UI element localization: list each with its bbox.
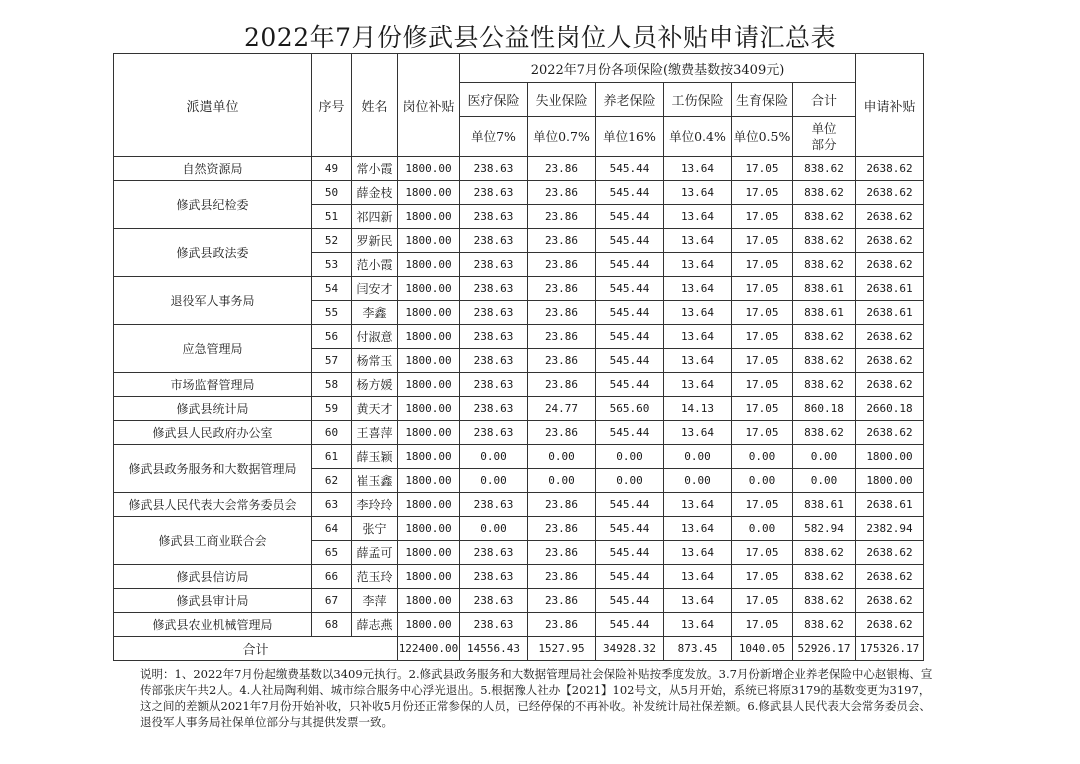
post-cell: 1800.00 (398, 469, 460, 493)
post-cell: 1800.00 (398, 421, 460, 445)
post-cell: 1800.00 (398, 181, 460, 205)
header-injury-rate: 单位0.4% (664, 117, 732, 157)
unemployment-cell: 23.86 (528, 229, 596, 253)
name-cell: 薛志燕 (352, 613, 398, 637)
totals-maternity-cell: 1040.05 (732, 637, 793, 661)
unemployment-cell: 23.86 (528, 589, 596, 613)
apply-cell: 2638.62 (856, 229, 924, 253)
header-pension: 养老保险 (596, 83, 664, 117)
dept-cell: 修武县人民代表大会常务委员会 (114, 493, 312, 517)
post-cell: 1800.00 (398, 205, 460, 229)
unemployment-cell: 23.86 (528, 541, 596, 565)
maternity-cell: 17.05 (732, 277, 793, 301)
dept-cell: 自然资源局 (114, 157, 312, 181)
maternity-cell: 17.05 (732, 493, 793, 517)
injury-cell: 13.64 (664, 493, 732, 517)
seq-cell: 59 (312, 397, 352, 421)
medical-cell: 238.63 (460, 397, 528, 421)
post-cell: 1800.00 (398, 301, 460, 325)
totals-post-cell: 122400.00 (398, 637, 460, 661)
unemployment-cell: 0.00 (528, 469, 596, 493)
maternity-cell: 17.05 (732, 373, 793, 397)
table-row (114, 565, 924, 589)
dept-cell: 修武县统计局 (114, 397, 312, 421)
header-maternity-rate: 单位0.5% (732, 117, 793, 157)
header-total-unit: 单位部分 (793, 117, 856, 157)
header-injury: 工伤保险 (664, 83, 732, 117)
name-cell: 黄天才 (352, 397, 398, 421)
seq-cell: 65 (312, 541, 352, 565)
table-row (114, 517, 924, 541)
injury-cell: 13.64 (664, 349, 732, 373)
header-medical-rate: 单位7% (460, 117, 528, 157)
medical-cell: 238.63 (460, 277, 528, 301)
total-cell: 838.62 (793, 181, 856, 205)
total-cell: 838.62 (793, 253, 856, 277)
medical-cell: 238.63 (460, 301, 528, 325)
page-title: 2022年7月份修武县公益性岗位人员补贴申请汇总表 (243, 23, 837, 52)
total-cell: 838.61 (793, 493, 856, 517)
medical-cell: 238.63 (460, 229, 528, 253)
totals-injury-cell: 873.45 (664, 637, 732, 661)
medical-cell: 238.63 (460, 325, 528, 349)
name-cell: 张宁 (352, 517, 398, 541)
post-cell: 1800.00 (398, 373, 460, 397)
post-cell: 1800.00 (398, 253, 460, 277)
pension-cell: 545.44 (596, 325, 664, 349)
name-cell: 崔玉鑫 (352, 469, 398, 493)
maternity-cell: 17.05 (732, 301, 793, 325)
total-cell: 838.62 (793, 565, 856, 589)
pension-cell: 545.44 (596, 493, 664, 517)
name-cell: 范玉玲 (352, 565, 398, 589)
name-cell: 常小霞 (352, 157, 398, 181)
post-cell: 1800.00 (398, 445, 460, 469)
pension-cell: 0.00 (596, 469, 664, 493)
apply-cell: 2638.62 (856, 205, 924, 229)
header-post: 岗位补贴 (398, 54, 460, 157)
seq-cell: 66 (312, 565, 352, 589)
header-seq: 序号 (312, 54, 352, 157)
header-total: 合计 (793, 83, 856, 117)
medical-cell: 238.63 (460, 157, 528, 181)
total-cell: 838.62 (793, 325, 856, 349)
post-cell: 1800.00 (398, 325, 460, 349)
post-cell: 1800.00 (398, 613, 460, 637)
pension-cell: 545.44 (596, 157, 664, 181)
unemployment-cell: 23.86 (528, 277, 596, 301)
pension-cell: 545.44 (596, 301, 664, 325)
unemployment-cell: 23.86 (528, 517, 596, 541)
table-row (114, 397, 924, 421)
seq-cell: 56 (312, 325, 352, 349)
post-cell: 1800.00 (398, 517, 460, 541)
total-cell: 582.94 (793, 517, 856, 541)
table-row (114, 157, 924, 181)
table-row (114, 445, 924, 469)
post-cell: 1800.00 (398, 229, 460, 253)
unemployment-cell: 23.86 (528, 157, 596, 181)
dept-cell: 修武县人民政府办公室 (114, 421, 312, 445)
medical-cell: 0.00 (460, 517, 528, 541)
unemployment-cell: 23.86 (528, 493, 596, 517)
pension-cell: 545.44 (596, 613, 664, 637)
name-cell: 闫安才 (352, 277, 398, 301)
totals-row (114, 637, 924, 661)
maternity-cell: 17.05 (732, 421, 793, 445)
apply-cell: 2638.62 (856, 253, 924, 277)
apply-cell: 2638.62 (856, 541, 924, 565)
unemployment-cell: 23.86 (528, 205, 596, 229)
total-cell: 838.62 (793, 373, 856, 397)
pension-cell: 545.44 (596, 349, 664, 373)
seq-cell: 57 (312, 349, 352, 373)
maternity-cell: 17.05 (732, 613, 793, 637)
injury-cell: 13.64 (664, 325, 732, 349)
pension-cell: 545.44 (596, 229, 664, 253)
total-cell: 0.00 (793, 469, 856, 493)
post-cell: 1800.00 (398, 493, 460, 517)
apply-cell: 2638.62 (856, 565, 924, 589)
apply-cell: 2638.62 (856, 373, 924, 397)
totals-label: 合计 (114, 637, 398, 661)
footnote (140, 666, 940, 730)
dept-cell: 退役军人事务局 (114, 277, 312, 325)
totals-total-cell: 52926.17 (793, 637, 856, 661)
injury-cell: 13.64 (664, 277, 732, 301)
medical-cell: 238.63 (460, 205, 528, 229)
seq-cell: 67 (312, 589, 352, 613)
totals-medical-cell: 14556.43 (460, 637, 528, 661)
injury-cell: 13.64 (664, 181, 732, 205)
dept-cell: 修武县审计局 (114, 589, 312, 613)
unemployment-cell: 23.86 (528, 421, 596, 445)
header-unemployment-rate: 单位0.7% (528, 117, 596, 157)
name-cell: 杨方媛 (352, 373, 398, 397)
pension-cell: 565.60 (596, 397, 664, 421)
injury-cell: 13.64 (664, 253, 732, 277)
total-cell: 838.62 (793, 205, 856, 229)
total-cell: 0.00 (793, 445, 856, 469)
injury-cell: 14.13 (664, 397, 732, 421)
name-cell: 罗新民 (352, 229, 398, 253)
injury-cell: 13.64 (664, 541, 732, 565)
post-cell: 1800.00 (398, 541, 460, 565)
header-unemployment: 失业保险 (528, 83, 596, 117)
medical-cell: 238.63 (460, 589, 528, 613)
apply-cell: 2638.62 (856, 325, 924, 349)
injury-cell: 13.64 (664, 157, 732, 181)
total-cell: 838.62 (793, 541, 856, 565)
table-row (114, 229, 924, 253)
pension-cell: 545.44 (596, 373, 664, 397)
pension-cell: 545.44 (596, 517, 664, 541)
table-row (114, 613, 924, 637)
total-cell: 838.62 (793, 421, 856, 445)
apply-cell: 2638.62 (856, 589, 924, 613)
seq-cell: 54 (312, 277, 352, 301)
seq-cell: 52 (312, 229, 352, 253)
injury-cell: 13.64 (664, 589, 732, 613)
dept-cell: 修武县纪检委 (114, 181, 312, 229)
maternity-cell: 17.05 (732, 253, 793, 277)
medical-cell: 238.63 (460, 373, 528, 397)
dept-cell: 修武县信访局 (114, 565, 312, 589)
unemployment-cell: 0.00 (528, 445, 596, 469)
unemployment-cell: 23.86 (528, 349, 596, 373)
pension-cell: 545.44 (596, 421, 664, 445)
medical-cell: 238.63 (460, 541, 528, 565)
injury-cell: 0.00 (664, 469, 732, 493)
injury-cell: 13.64 (664, 613, 732, 637)
maternity-cell: 0.00 (732, 445, 793, 469)
dept-cell: 修武县政法委 (114, 229, 312, 277)
maternity-cell: 17.05 (732, 349, 793, 373)
header-dept: 派遣单位 (114, 54, 312, 157)
name-cell: 王喜萍 (352, 421, 398, 445)
name-cell: 杨常玉 (352, 349, 398, 373)
unemployment-cell: 23.86 (528, 301, 596, 325)
medical-cell: 238.63 (460, 349, 528, 373)
maternity-cell: 17.05 (732, 157, 793, 181)
medical-cell: 238.63 (460, 565, 528, 589)
total-cell: 860.18 (793, 397, 856, 421)
injury-cell: 13.64 (664, 421, 732, 445)
header-name: 姓名 (352, 54, 398, 157)
unemployment-cell: 23.86 (528, 373, 596, 397)
medical-cell: 238.63 (460, 253, 528, 277)
name-cell: 薛玉颖 (352, 445, 398, 469)
maternity-cell: 17.05 (732, 205, 793, 229)
injury-cell: 13.64 (664, 373, 732, 397)
seq-cell: 64 (312, 517, 352, 541)
pension-cell: 545.44 (596, 277, 664, 301)
table-row (114, 421, 924, 445)
maternity-cell: 0.00 (732, 469, 793, 493)
injury-cell: 0.00 (664, 445, 732, 469)
apply-cell: 2638.62 (856, 157, 924, 181)
maternity-cell: 17.05 (732, 325, 793, 349)
seq-cell: 60 (312, 421, 352, 445)
unemployment-cell: 23.86 (528, 565, 596, 589)
pension-cell: 545.44 (596, 565, 664, 589)
header-insurance-group: 2022年7月份各项保险(缴费基数按3409元) (460, 54, 856, 83)
seq-cell: 50 (312, 181, 352, 205)
apply-cell: 2638.62 (856, 349, 924, 373)
table-row (114, 373, 924, 397)
dept-cell: 修武县政务服务和大数据管理局 (114, 445, 312, 493)
header-medical: 医疗保险 (460, 83, 528, 117)
unemployment-cell: 23.86 (528, 613, 596, 637)
totals-pension-cell: 34928.32 (596, 637, 664, 661)
name-cell: 李玲玲 (352, 493, 398, 517)
dept-cell: 修武县农业机械管理局 (114, 613, 312, 637)
injury-cell: 13.64 (664, 301, 732, 325)
maternity-cell: 17.05 (732, 565, 793, 589)
table-row (114, 181, 924, 205)
apply-cell: 2638.61 (856, 277, 924, 301)
header-pension-rate: 单位16% (596, 117, 664, 157)
seq-cell: 51 (312, 205, 352, 229)
table-row (114, 325, 924, 349)
dept-cell: 市场监督管理局 (114, 373, 312, 397)
subsidy-table (113, 53, 924, 661)
unemployment-cell: 24.77 (528, 397, 596, 421)
table-row (114, 589, 924, 613)
injury-cell: 13.64 (664, 565, 732, 589)
maternity-cell: 0.00 (732, 517, 793, 541)
injury-cell: 13.64 (664, 517, 732, 541)
injury-cell: 13.64 (664, 229, 732, 253)
post-cell: 1800.00 (398, 589, 460, 613)
name-cell: 范小霞 (352, 253, 398, 277)
apply-cell: 2638.62 (856, 613, 924, 637)
pension-cell: 0.00 (596, 445, 664, 469)
seq-cell: 49 (312, 157, 352, 181)
unemployment-cell: 23.86 (528, 181, 596, 205)
medical-cell: 238.63 (460, 493, 528, 517)
medical-cell: 0.00 (460, 469, 528, 493)
seq-cell: 58 (312, 373, 352, 397)
seq-cell: 53 (312, 253, 352, 277)
table-row (114, 277, 924, 301)
name-cell: 李萍 (352, 589, 398, 613)
apply-cell: 2638.62 (856, 421, 924, 445)
name-cell: 付淑意 (352, 325, 398, 349)
total-cell: 838.61 (793, 277, 856, 301)
unemployment-cell: 23.86 (528, 325, 596, 349)
seq-cell: 68 (312, 613, 352, 637)
name-cell: 薛孟可 (352, 541, 398, 565)
total-cell: 838.62 (793, 229, 856, 253)
maternity-cell: 17.05 (732, 229, 793, 253)
seq-cell: 61 (312, 445, 352, 469)
post-cell: 1800.00 (398, 157, 460, 181)
apply-cell: 2638.61 (856, 301, 924, 325)
apply-cell: 1800.00 (856, 445, 924, 469)
seq-cell: 62 (312, 469, 352, 493)
dept-cell: 应急管理局 (114, 325, 312, 373)
medical-cell: 238.63 (460, 421, 528, 445)
total-cell: 838.62 (793, 613, 856, 637)
pension-cell: 545.44 (596, 589, 664, 613)
totals-unemployment-cell: 1527.95 (528, 637, 596, 661)
pension-cell: 545.44 (596, 181, 664, 205)
post-cell: 1800.00 (398, 565, 460, 589)
total-cell: 838.62 (793, 157, 856, 181)
dept-cell: 修武县工商业联合会 (114, 517, 312, 565)
post-cell: 1800.00 (398, 277, 460, 301)
seq-cell: 63 (312, 493, 352, 517)
medical-cell: 0.00 (460, 445, 528, 469)
seq-cell: 55 (312, 301, 352, 325)
header-apply: 申请补贴 (856, 54, 924, 157)
totals-apply-cell: 175326.17 (856, 637, 924, 661)
total-cell: 838.62 (793, 349, 856, 373)
total-cell: 838.61 (793, 301, 856, 325)
apply-cell: 2660.18 (856, 397, 924, 421)
apply-cell: 2382.94 (856, 517, 924, 541)
medical-cell: 238.63 (460, 613, 528, 637)
pension-cell: 545.44 (596, 541, 664, 565)
maternity-cell: 17.05 (732, 541, 793, 565)
header-maternity: 生育保险 (732, 83, 793, 117)
maternity-cell: 17.05 (732, 181, 793, 205)
maternity-cell: 17.05 (732, 589, 793, 613)
total-cell: 838.62 (793, 589, 856, 613)
medical-cell: 238.63 (460, 181, 528, 205)
post-cell: 1800.00 (398, 349, 460, 373)
apply-cell: 2638.61 (856, 493, 924, 517)
pension-cell: 545.44 (596, 253, 664, 277)
apply-cell: 2638.62 (856, 181, 924, 205)
apply-cell: 1800.00 (856, 469, 924, 493)
post-cell: 1800.00 (398, 397, 460, 421)
footnote-text: 说明：1、2022年7月份起缴费基数以3409元执行。2.修武县政务服务和大数据管理局社会保险补贴按季度发放。3.7月份新增企业养老保险中心赵银梅、宣传部张庆午共2人。4.人社局陶利娟、城市综合服务中心浮光退出。5.根据豫人社办【2021】102号文，从5月开始，系统已将原3179的基数变更为3197，这之间的差额从2021年7月份开始补收，只补收5月份还正常参保的人员，已经停保的不再补收。补发统计局社保差额。6.修武县人民代表大会常务委员会、退役军人事务局社保单位部分与其提供发票一致。 (140, 667, 933, 729)
name-cell: 李鑫 (352, 301, 398, 325)
pension-cell: 545.44 (596, 205, 664, 229)
maternity-cell: 17.05 (732, 397, 793, 421)
table-row (114, 493, 924, 517)
name-cell: 薛金枝 (352, 181, 398, 205)
unemployment-cell: 23.86 (528, 253, 596, 277)
name-cell: 祁四新 (352, 205, 398, 229)
injury-cell: 13.64 (664, 205, 732, 229)
